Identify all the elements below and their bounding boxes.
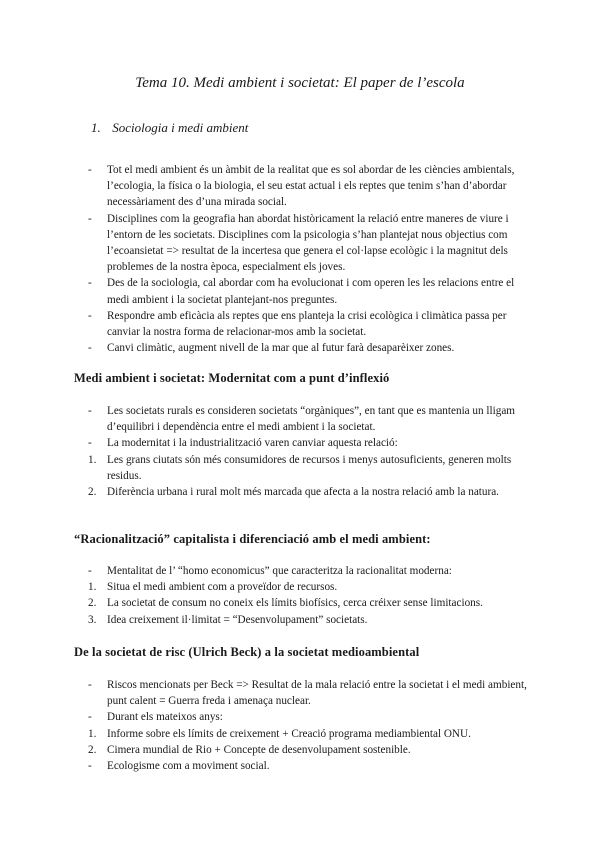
list-item: [88, 211, 528, 276]
list-marker: 2.: [88, 597, 97, 610]
list-marker: 2.: [88, 486, 97, 499]
list-item: [88, 612, 528, 628]
list-marker: -: [88, 565, 92, 577]
list-item-text: Tot el medi ambient és un àmbit de la realitat que es sol abordar de les ciències ambientals, l’ecologia, la física o la biologia, el seu estat actual i els reptes que tenim s’han d’abordar necessàriament des d’una mirada social.: [107, 164, 515, 209]
page-title: Tema 10. Medi ambient i societat: El paper de l’escola: [135, 75, 465, 91]
list-marker: -: [88, 760, 92, 773]
list-marker: 3.: [88, 613, 97, 626]
list-item: [88, 340, 528, 356]
list-item: [88, 709, 528, 725]
list-item-text: Riscos mencionats per Beck => Resultat de la mala relació entre la societat i el medi ambient, punt calent = Guerra freda i amenaça nuclear.: [107, 679, 527, 708]
list-item: [88, 484, 528, 500]
list-item-text: Durant els mateixos anys:: [107, 711, 223, 724]
list-item: [88, 742, 528, 758]
list-marker: 1.: [88, 581, 97, 594]
list-item: [88, 403, 528, 435]
list-item-text: Ecologisme com a moviment social.: [107, 760, 270, 773]
section-heading-1: [91, 120, 248, 136]
list-item-text: La societat de consum no coneix els límits biofísics, cerca créixer sense limitacions.: [107, 597, 483, 610]
list-item-text: Des de la sociologia, cal abordar com ha evolucionat i com operen les les relacions entre el medi ambient i la societat plantejant-nos preguntes.: [107, 277, 515, 306]
list-item-text: Cimera mundial de Rio + Concepte de desenvolupament sostenible.: [107, 743, 411, 756]
list-marker: -: [88, 405, 92, 417]
section-number: 1.: [91, 120, 101, 135]
list-item: [88, 758, 528, 774]
list-item-text: Disciplines com la geografia han abordat històricament la relació entre maneres de viure i l’entorn de les societats. Disciplines com la psicologia s’han plantejat nous objectius com l’ecoansietat => resultat de la incertesa que genera el col·lapse ecològic i la magnitut dels problemes de la nostra època, especialment els joves.: [107, 212, 509, 274]
list-marker: 1.: [88, 453, 97, 466]
list-item-text: Informe sobre els límits de creixement + Creació programa mediambiental ONU.: [107, 727, 471, 740]
list-item: [88, 726, 528, 742]
list-item: [88, 308, 528, 340]
list-item-text: Les grans ciutats són més consumidores de recursos i menys autosuficients, generen molts residus.: [107, 453, 512, 482]
list-marker: -: [88, 212, 92, 225]
list-item: [88, 452, 528, 484]
list-item: [88, 275, 528, 307]
list-item: [88, 579, 528, 595]
section-title: Sociologia i medi ambient: [112, 120, 249, 135]
list-modernitat: [88, 403, 528, 500]
list-item: [88, 435, 528, 451]
list-marker: 2.: [88, 743, 97, 756]
list-item-text: Situa el medi ambient com a proveïdor de recursos.: [107, 581, 338, 594]
list-item-text: Diferència urbana i rural molt més marcada que afecta a la nostra relació amb la natura.: [107, 486, 499, 499]
section-heading-modernitat: Medi ambient i societat: Modernitat com a punt d’inflexió: [74, 371, 390, 385]
list-marker: -: [88, 437, 92, 450]
list-item-text: La modernitat i la industrialització varen canviar aquesta relació:: [107, 437, 398, 450]
section-heading-societat-risc: De la societat de risc (Ulrich Beck) a la societat medioambiental: [74, 645, 420, 659]
list-item: [88, 595, 528, 611]
list-item-text: Idea creixement il·limitat = “Desenvolupament” societats.: [107, 613, 368, 626]
list-item-text: Les societats rurals es consideren societats “orgàniques”, en tant que es mantenia un lligam d’equilibri i dependència entre el medi ambient i la societat.: [107, 405, 516, 434]
list-item-text: Respondre amb eficàcia als reptes que ens planteja la crisi ecològica i climàtica passa per canviar la nostra forma de relacionar-mos amb la societat.: [107, 309, 507, 339]
list-marker: -: [88, 679, 92, 691]
list-racionalitzacio: [88, 563, 528, 628]
list-marker: 1.: [88, 727, 97, 740]
list-item-text: Canvi climàtic, augment nivell de la mar que al futur farà desaparèixer zones.: [107, 342, 455, 355]
list-marker: -: [88, 277, 92, 290]
list-marker: -: [88, 711, 92, 724]
section-heading-racionalitzacio: “Racionalització” capitalista i diferenciació amb el medi ambient:: [74, 532, 431, 546]
list-item: [88, 563, 528, 579]
list-societat-risc: [88, 677, 528, 774]
list-marker: -: [88, 164, 92, 176]
list-sociologia: [88, 162, 528, 356]
list-marker: -: [88, 342, 92, 355]
list-item-text: Mentalitat de l’ “homo economicus” que caracteritza la racionalitat moderna:: [107, 565, 452, 577]
list-marker: -: [88, 309, 92, 322]
list-item: [88, 677, 528, 709]
list-item: [88, 162, 528, 211]
